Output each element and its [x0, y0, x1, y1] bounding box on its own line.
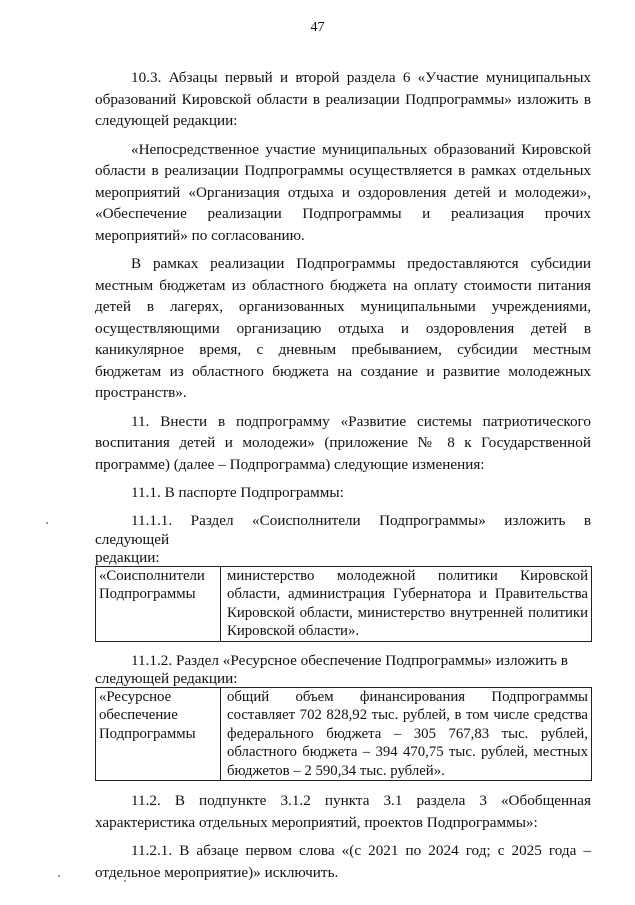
paragraph-subsidies: В рамках реализации Подпрограммы предоставляются субсидии местным бюджетам из областного бюджета на оплату стоимости питания детей в лагерях, организованных муниципальными учреждениями, осуществляющими организацию отдыха и оздоровления детей в каникулярное время, с дневным пребыванием, субсидии местным бюджетам из областного бюджета на создание и развитие молодежных пространств».	[95, 255, 591, 401]
paragraph-11-2-1: 11.2.1. В абзаце первом слова «(с 2021 по 2024 год; с 2025 года – отдельное мероприятие)» исключить.	[95, 842, 591, 881]
paragraph-10-3: 10.3. Абзацы первый и второй раздела 6 «Участие муниципальных образований Кировской области в реализации Подпрограммы» изложить в следующей редакции:	[95, 69, 591, 129]
scan-speck	[46, 522, 48, 524]
paragraph-11-1-2: 11.1.2. Раздел «Ресурсное обеспечение Подпрограммы» изложить в	[131, 651, 568, 669]
paragraph-11-1-1-continuation: редакции:	[95, 548, 160, 566]
paragraph-11-2: 11.2. В подпункте 3.1.2 пункта 3.1 раздела 3 «Обобщенная характеристика отдельных мероприятий, проектов Подпрограммы»:	[95, 792, 591, 831]
paragraph-quote-participation: «Непосредственное участие муниципальных образований Кировской области в реализации Подпрограммы осуществляется в рамках отдельных мероприятий «Организация отдыха и оздоровления детей и молодежи», «Обеспечение реализации Подпрограммы и реализация прочих мероприятий» по согласованию.	[95, 140, 591, 244]
table-cell-value: общий объем финансирования Подпрограммы составляет 702 828,92 тыс. рублей, в том числе средства федерального бюджета – 305 767,83 тыс. рублей, областного бюджета – 394 470,75 тыс. рублей, местных бюджетов – 2 590,34 тыс. рублей».	[221, 687, 592, 781]
table-row	[96, 566, 592, 641]
table-cell-value: министерство молодежной политики Кировской области, администрация Губернатора и Правительства Кировской области, министерство внутренней политики Кировской области».	[221, 566, 592, 641]
scan-speck	[124, 880, 126, 882]
paragraph-11-1-2-continuation: следующей редакции:	[95, 669, 238, 687]
table-row	[96, 687, 592, 781]
table-cell-label: «Ресурсное обеспечение Подпрограммы	[96, 687, 221, 781]
scan-speck	[58, 875, 60, 877]
co-executors-table	[95, 566, 592, 642]
paragraph-11-1: 11.1. В паспорте Подпрограммы:	[131, 484, 344, 501]
resource-support-table	[95, 687, 592, 782]
paragraph-11-1-1: 11.1.1. Раздел «Соисполнители Подпрограммы» изложить в следующей	[95, 511, 591, 548]
table-cell-label: «Соисполнители Подпрограммы	[96, 566, 221, 641]
page-number: 47	[310, 20, 325, 35]
paragraph-11: 11. Внести в подпрограмму «Развитие системы патриотического воспитания детей и молодежи» (приложение № 8 к Государственной программе) (далее – Подпрограмма) следующие изменения:	[95, 412, 591, 473]
document-body	[95, 67, 591, 890]
